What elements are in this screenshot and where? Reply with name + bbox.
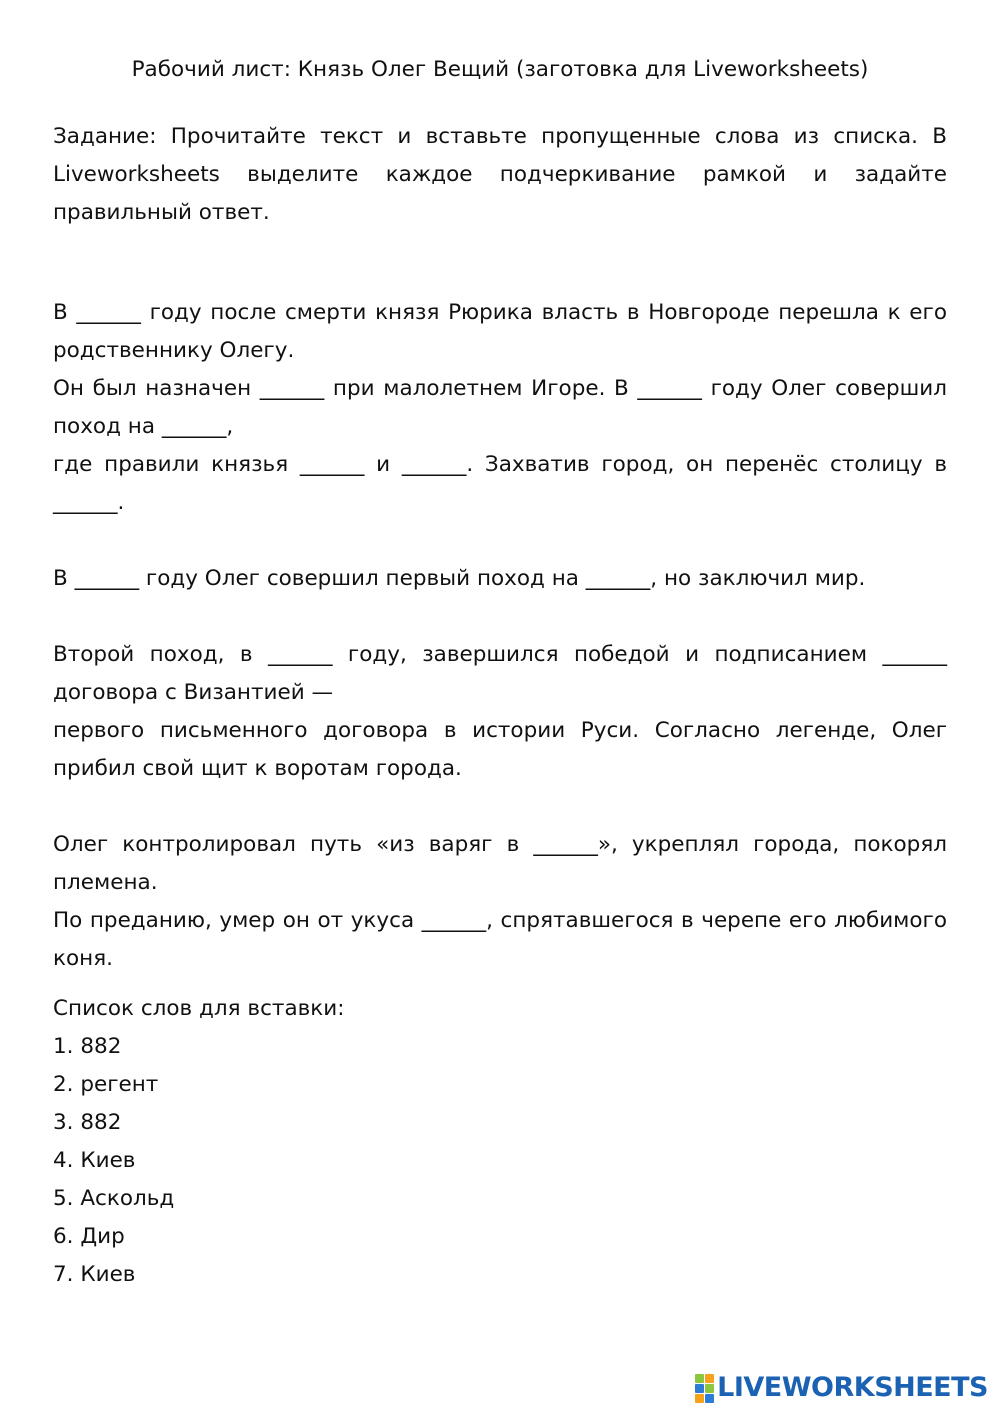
task-instructions: Задание: Прочитайте текст и вставьте пропущенные слова из списка. В Liveworksheets выделите каждое подчеркивание рамкой и задайте правильный ответ. <box>53 124 947 225</box>
page-title: Рабочий лист: Князь Олег Вещий (заготовка для Liveworksheets) <box>131 57 869 82</box>
paragraph-2: Он был назначен ______ при малолетнем Игоре. В ______ году Олег совершил поход на ______, <box>53 376 947 439</box>
paragraph-3: где правили князья ______ и ______. Захватив город, он перенёс столицу в ______. <box>53 452 947 515</box>
logo-text: LIVEWORKSHEETS <box>717 1372 988 1403</box>
paragraph-6: первого письменного договора в истории Руси. Согласно легенде, Олег прибил свой щит к воротам города. <box>53 718 947 781</box>
word-list-item: 7. Киев <box>53 1262 136 1287</box>
paragraph-8: По преданию, умер он от укуса ______, спрятавшегося в черепе его любимого коня. <box>53 908 947 971</box>
worksheet-body <box>53 118 947 1294</box>
word-list-item: 2. регент <box>53 1072 159 1097</box>
word-list-title: Список слов для вставки: <box>53 996 345 1021</box>
word-list-item: 1. 882 <box>53 1034 122 1059</box>
paragraph-7: Олег контролировал путь «из варяг в ______», укреплял города, покорял племена. <box>53 832 947 895</box>
liveworksheets-logo-icon <box>695 1374 714 1403</box>
word-list-item: 6. Дир <box>53 1224 125 1249</box>
word-list <box>53 1028 947 1294</box>
word-list-item: 3. 882 <box>53 1110 122 1135</box>
word-list-item: 4. Киев <box>53 1148 136 1173</box>
liveworksheets-logo <box>695 1372 988 1404</box>
paragraph-1: В ______ году после смерти князя Рюрика власть в Новгороде перешла к его родственнику Олегу. <box>53 300 947 363</box>
paragraph-4: В ______ году Олег совершил первый поход на ______, но заключил мир. <box>53 566 866 591</box>
paragraph-5: Второй поход, в ______ году, завершился победой и подписанием ______ договора с Византией — <box>53 642 947 705</box>
word-list-item: 5. Аскольд <box>53 1186 175 1211</box>
